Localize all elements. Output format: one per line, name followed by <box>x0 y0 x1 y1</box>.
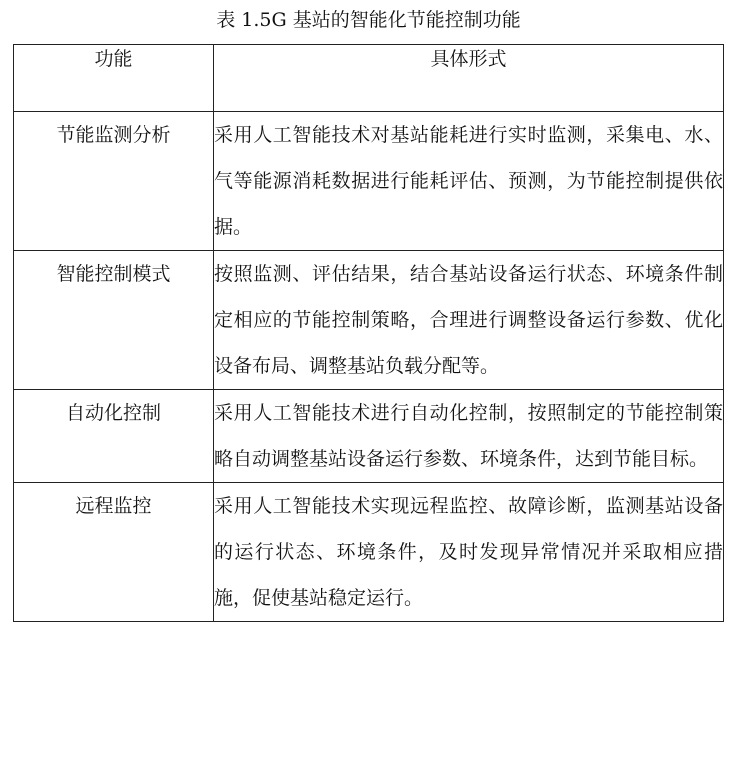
header-function: 功能 <box>14 45 214 112</box>
table-row <box>14 390 724 483</box>
table-row <box>14 251 724 390</box>
function-name: 远程监控 <box>14 483 214 622</box>
function-name: 自动化控制 <box>14 390 214 483</box>
table-row <box>14 112 724 251</box>
function-name: 节能监测分析 <box>14 112 214 251</box>
function-description: 采用人工智能技术对基站能耗进行实时监测，采集电、水、气等能源消耗数据进行能耗评估、预测，为节能控制提供依据。 <box>214 112 724 251</box>
header-specific-form: 具体形式 <box>214 45 724 112</box>
function-description: 采用人工智能技术进行自动化控制，按照制定的节能控制策略自动调整基站设备运行参数、环境条件，达到节能目标。 <box>214 390 724 483</box>
table-row <box>14 483 724 622</box>
table-header-row <box>14 45 724 112</box>
function-description: 按照监测、评估结果，结合基站设备运行状态、环境条件制定相应的节能控制策略，合理进行调整设备运行参数、优化设备布局、调整基站负载分配等。 <box>214 251 724 390</box>
table-caption: 表 1.5G 基站的智能化节能控制功能 <box>216 9 521 31</box>
function-description: 采用人工智能技术实现远程监控、故障诊断，监测基站设备的运行状态、环境条件，及时发现异常情况并采取相应措施，促使基站稳定运行。 <box>214 483 724 622</box>
function-name: 智能控制模式 <box>14 251 214 390</box>
energy-saving-function-table <box>13 44 724 622</box>
